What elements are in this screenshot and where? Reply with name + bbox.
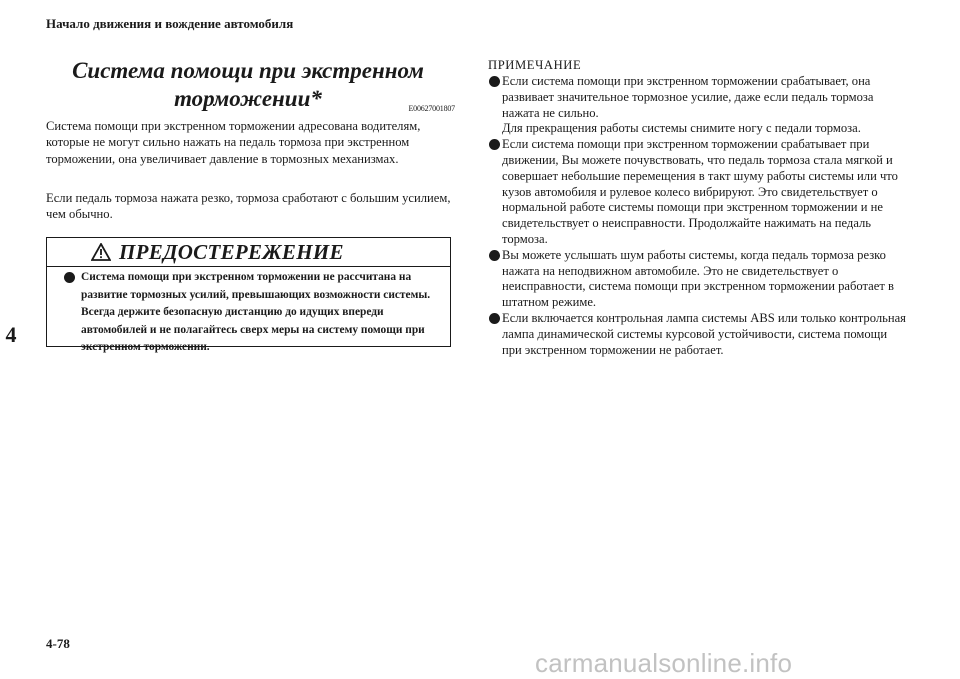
warning-header	[47, 238, 450, 267]
note-item	[489, 311, 909, 358]
note-text: Если система помощи при экстренном торможении срабатывает, она развивает значительное тормозное усилие, даже если педаль тормоза нажата не сильно.	[502, 74, 874, 120]
note-item	[489, 137, 909, 248]
running-header: Начало движения и вождение автомобиля	[46, 16, 294, 31]
warning-body	[47, 267, 450, 357]
note-item	[489, 74, 909, 137]
bullet-icon	[489, 313, 500, 324]
warning-box	[46, 237, 451, 353]
paragraph-effect: Если педаль тормоза нажата резко, тормоза сработают с большим усилием, чем обычно.	[46, 191, 451, 222]
bullet-icon	[489, 139, 500, 150]
section-title-line2: торможении*	[174, 86, 322, 111]
warning-triangle-icon	[91, 243, 111, 261]
chapter-tab: 4	[5, 322, 17, 347]
note-text: Если включается контрольная лампа системы ABS или только контрольная лампа динамической системы курсовой устойчивости, система помощи при экстренном торможении не работает.	[502, 310, 906, 357]
paragraph-intro: Система помощи при экстренном торможении адресована водителям, которые не могут сильно нажать на педаль тормоза при экстренном торможении, она увеличивает давление в тормозных механизмах.	[46, 119, 421, 166]
warning-title: ПРЕДОСТЕРЕЖЕНИЕ	[119, 240, 344, 264]
note-text-continued: Для прекращения работы системы снимите ногу с педали тормоза.	[502, 121, 861, 136]
section-code: E00627001807	[408, 104, 455, 113]
section-title-line1: Система помощи при экстренном	[72, 58, 424, 83]
bullet-icon	[489, 250, 500, 261]
section-title	[46, 57, 450, 113]
note-list	[489, 74, 909, 358]
note-heading: ПРИМЕЧАНИЕ	[488, 58, 582, 72]
note-text: Если система помощи при экстренном торможении срабатывает при движении, Вы можете почувствовать, что педаль тормоза стала мягкой и совершает небольшие перемещения в такт шуму работы системы или что кузов автомобиля и рулевое колесо вибрируют. Это свидетельствует о нормальной работе системы помощи при экстренном торможении и не свидетельствует о неисправности. Продолжайте нажимать на педаль тормоза.	[502, 137, 898, 246]
warning-text: Система помощи при экстренном торможении не рассчитана на развитие тормозных усилий, превышающих возможности системы. Всегда держите безопасную дистанцию до идущих впереди автомобилей и не полагайтесь сверх меры на систему помощи при экстренном торможении.	[81, 271, 431, 353]
watermark: carmanualsonline.info	[535, 648, 793, 678]
bullet-icon	[489, 76, 500, 87]
note-item	[489, 248, 909, 311]
note-text: Вы можете услышать шум работы системы, когда педаль тормоза резко нажата на неподвижном автомобиле. Это не свидетельствует о неисправности, система помощи при экстренном торможении работает в штатном режиме.	[502, 247, 894, 310]
bullet-icon	[64, 272, 75, 283]
page-number: 4-78	[46, 636, 70, 651]
